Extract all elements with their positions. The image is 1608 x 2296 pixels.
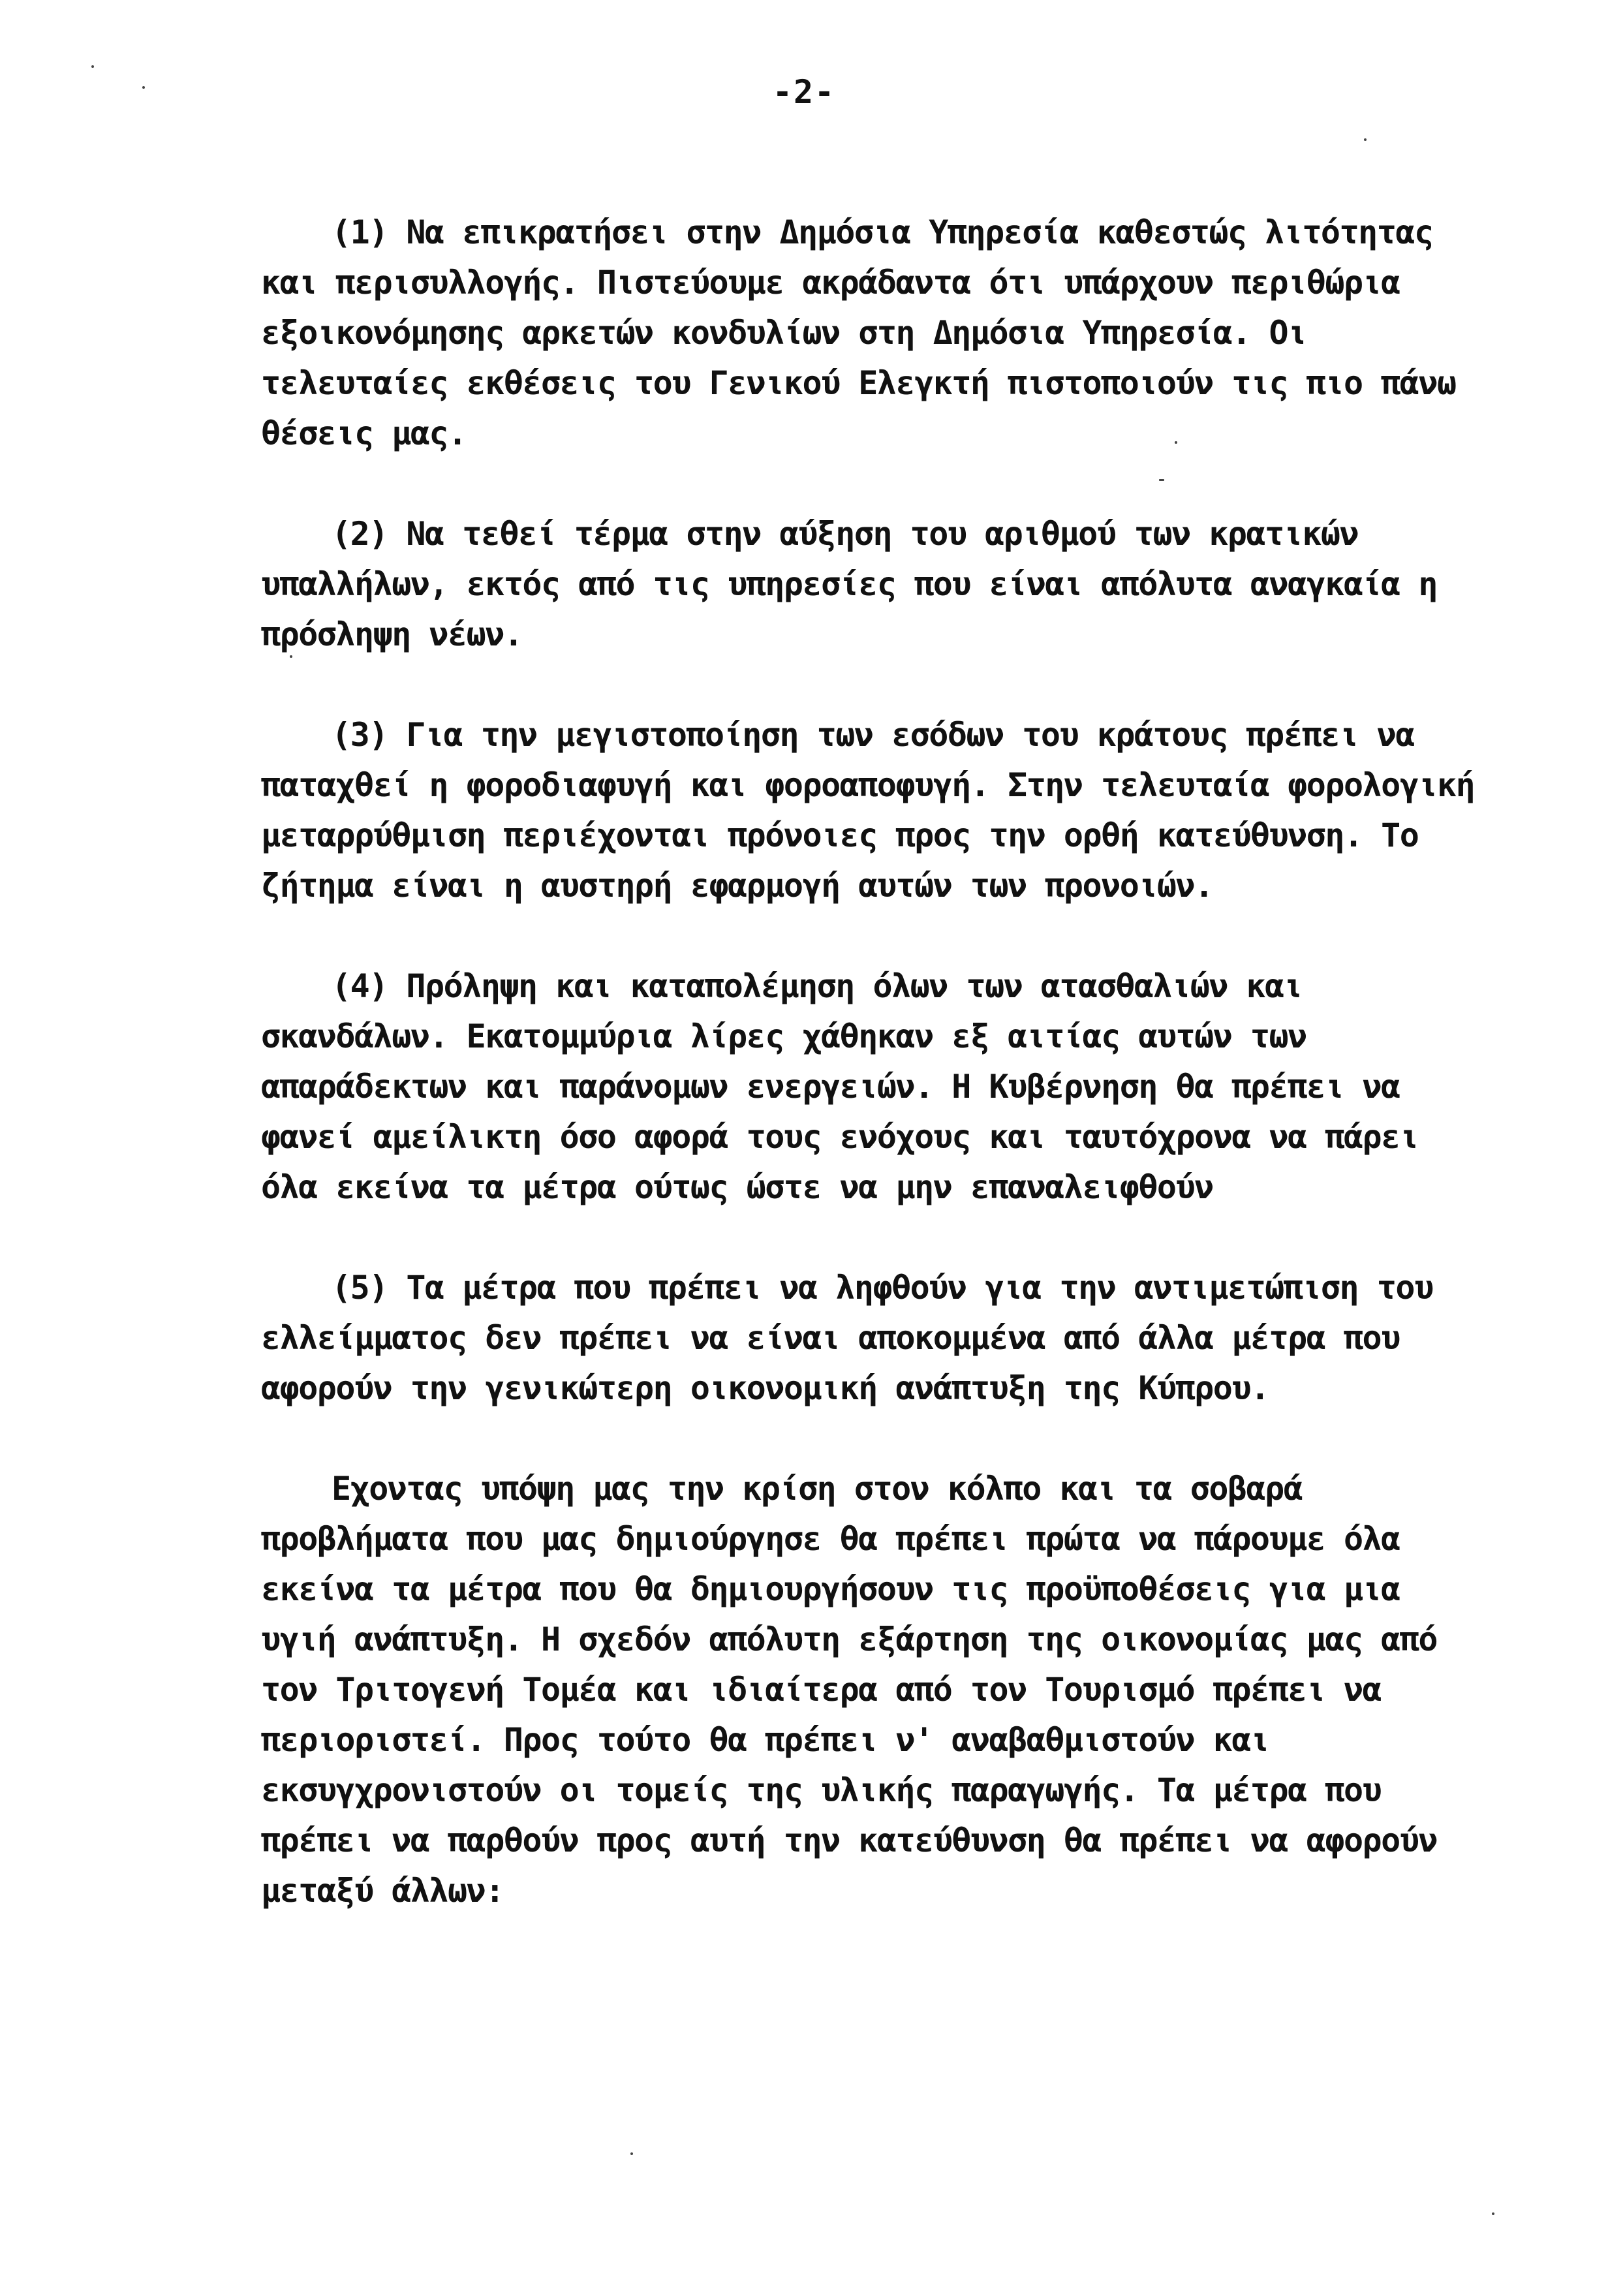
scan-speck: [290, 655, 292, 658]
paragraph-line: περιοριστεί. Προς τούτο θα πρέπει ν' αναβαθμιστούν και: [261, 1721, 1269, 1759]
scan-speck: [1175, 441, 1177, 444]
paragraph-line: τελευταίες εκθέσεις του Γενικού Ελεγκτή πιστοποιούν τις πιο πάνω: [261, 364, 1456, 402]
paragraph-line: μεταξύ άλλων:: [261, 1872, 504, 1910]
paragraph-5: [261, 1263, 1433, 1414]
paragraph-line: (3) Για την μεγιστοποίηση των εσόδων του κράτους πρέπει να: [332, 716, 1414, 754]
paragraph-line: εκείνα τα μέτρα που θα δημιουργήσουν τις προϋποθέσεις για μια: [261, 1570, 1400, 1608]
paragraph-3: [261, 710, 1475, 911]
scan-speck: [91, 65, 94, 68]
paragraph-6: [261, 1464, 1437, 1916]
paragraph-line: Εχοντας υπόψη μας την κρίση στον κόλπο και τα σοβαρά: [332, 1470, 1303, 1508]
scan-speck: [630, 2152, 633, 2155]
paragraph-line: πρέπει να παρθούν προς αυτή την κατεύθυνση θα πρέπει να αφορούν: [261, 1822, 1437, 1859]
paragraph-line: (5) Τα μέτρα που πρέπει να ληφθούν για την αντιμετώπιση του: [332, 1269, 1433, 1307]
paragraph-line: ζήτημα είναι η αυστηρή εφαρμογή αυτών των προνοιών.: [261, 867, 1213, 905]
document-body: [261, 208, 1475, 1966]
paragraph-line: (2) Να τεθεί τέρμα στην αύξηση του αριθμού των κρατικών: [332, 515, 1359, 553]
paragraph-line: πρόσληψη νέων.: [261, 615, 523, 653]
paragraph-2: [261, 509, 1437, 660]
paragraph-line: προβλήματα που μας δημιούργησε θα πρέπει πρώτα να πάρουμε όλα: [261, 1520, 1400, 1558]
paragraph-line: απαράδεκτων και παράνομων ενεργειών. Η Κυβέρνηση θα πρέπει να: [261, 1068, 1400, 1106]
paragraph-line: υγιή ανάπτυξη. Η σχεδόν απόλυτη εξάρτηση της οικονομίας μας από: [261, 1621, 1437, 1658]
paragraph-line: τον Τριτογενή Τομέα και ιδιαίτερα από τον Τουρισμό πρέπει να: [261, 1671, 1382, 1709]
paragraph-line: υπαλλήλων, εκτός από τις υπηρεσίες που είναι απόλυτα αναγκαία η: [261, 565, 1437, 603]
scan-speck: [1364, 138, 1367, 141]
paragraph-line: ελλείμματος δεν πρέπει να είναι αποκομμένα από άλλα μέτρα που: [261, 1319, 1400, 1357]
paragraph-line: μεταρρύθμιση περιέχονται πρόνοιες προς την ορθή κατεύθυνση. Το: [261, 816, 1419, 854]
paragraph-line: (1) Να επικρατήσει στην Δημόσια Υπηρεσία καθεστώς λιτότητας: [332, 213, 1433, 251]
paragraph-line: όλα εκείνα τα μέτρα ούτως ώστε να μην επαναλειφθούν: [261, 1168, 1213, 1206]
page-number: -2-: [772, 73, 836, 111]
scan-speck: [1492, 2212, 1494, 2215]
paragraph-line: εξοικονόμησης αρκετών κονδυλίων στη Δημόσια Υπηρεσία. Οι: [261, 314, 1306, 352]
paragraph-line: εκσυγχρονιστούν οι τομείς της υλικής παραγωγής. Τα μέτρα που: [261, 1771, 1382, 1809]
paragraph-line: παταχθεί η φοροδιαφυγή και φοροαποφυγή. Στην τελευταία φορολογική: [261, 766, 1475, 804]
scan-speck: [142, 86, 145, 89]
paragraph-1: [261, 208, 1456, 459]
paragraph-line: αφορούν την γενικώτερη οικονομική ανάπτυξη της Κύπρου.: [261, 1369, 1269, 1407]
paragraph-line: σκανδάλων. Εκατομμύρια λίρες χάθηκαν εξ αιτίας αυτών των: [261, 1017, 1306, 1055]
paragraph-line: και περισυλλογής. Πιστεύουμε ακράδαντα ότι υπάρχουν περιθώρια: [261, 264, 1400, 302]
paragraph-line: φανεί αμείλικτη όσο αφορά τους ενόχους και ταυτόχρονα να πάρει: [261, 1118, 1419, 1156]
paragraph-4: [261, 961, 1419, 1213]
scan-speck: [1159, 479, 1164, 481]
paragraph-line: θέσεις μας.: [261, 414, 467, 452]
paragraph-line: (4) Πρόληψη και καταπολέμηση όλων των ατασθαλιών και: [332, 967, 1303, 1005]
